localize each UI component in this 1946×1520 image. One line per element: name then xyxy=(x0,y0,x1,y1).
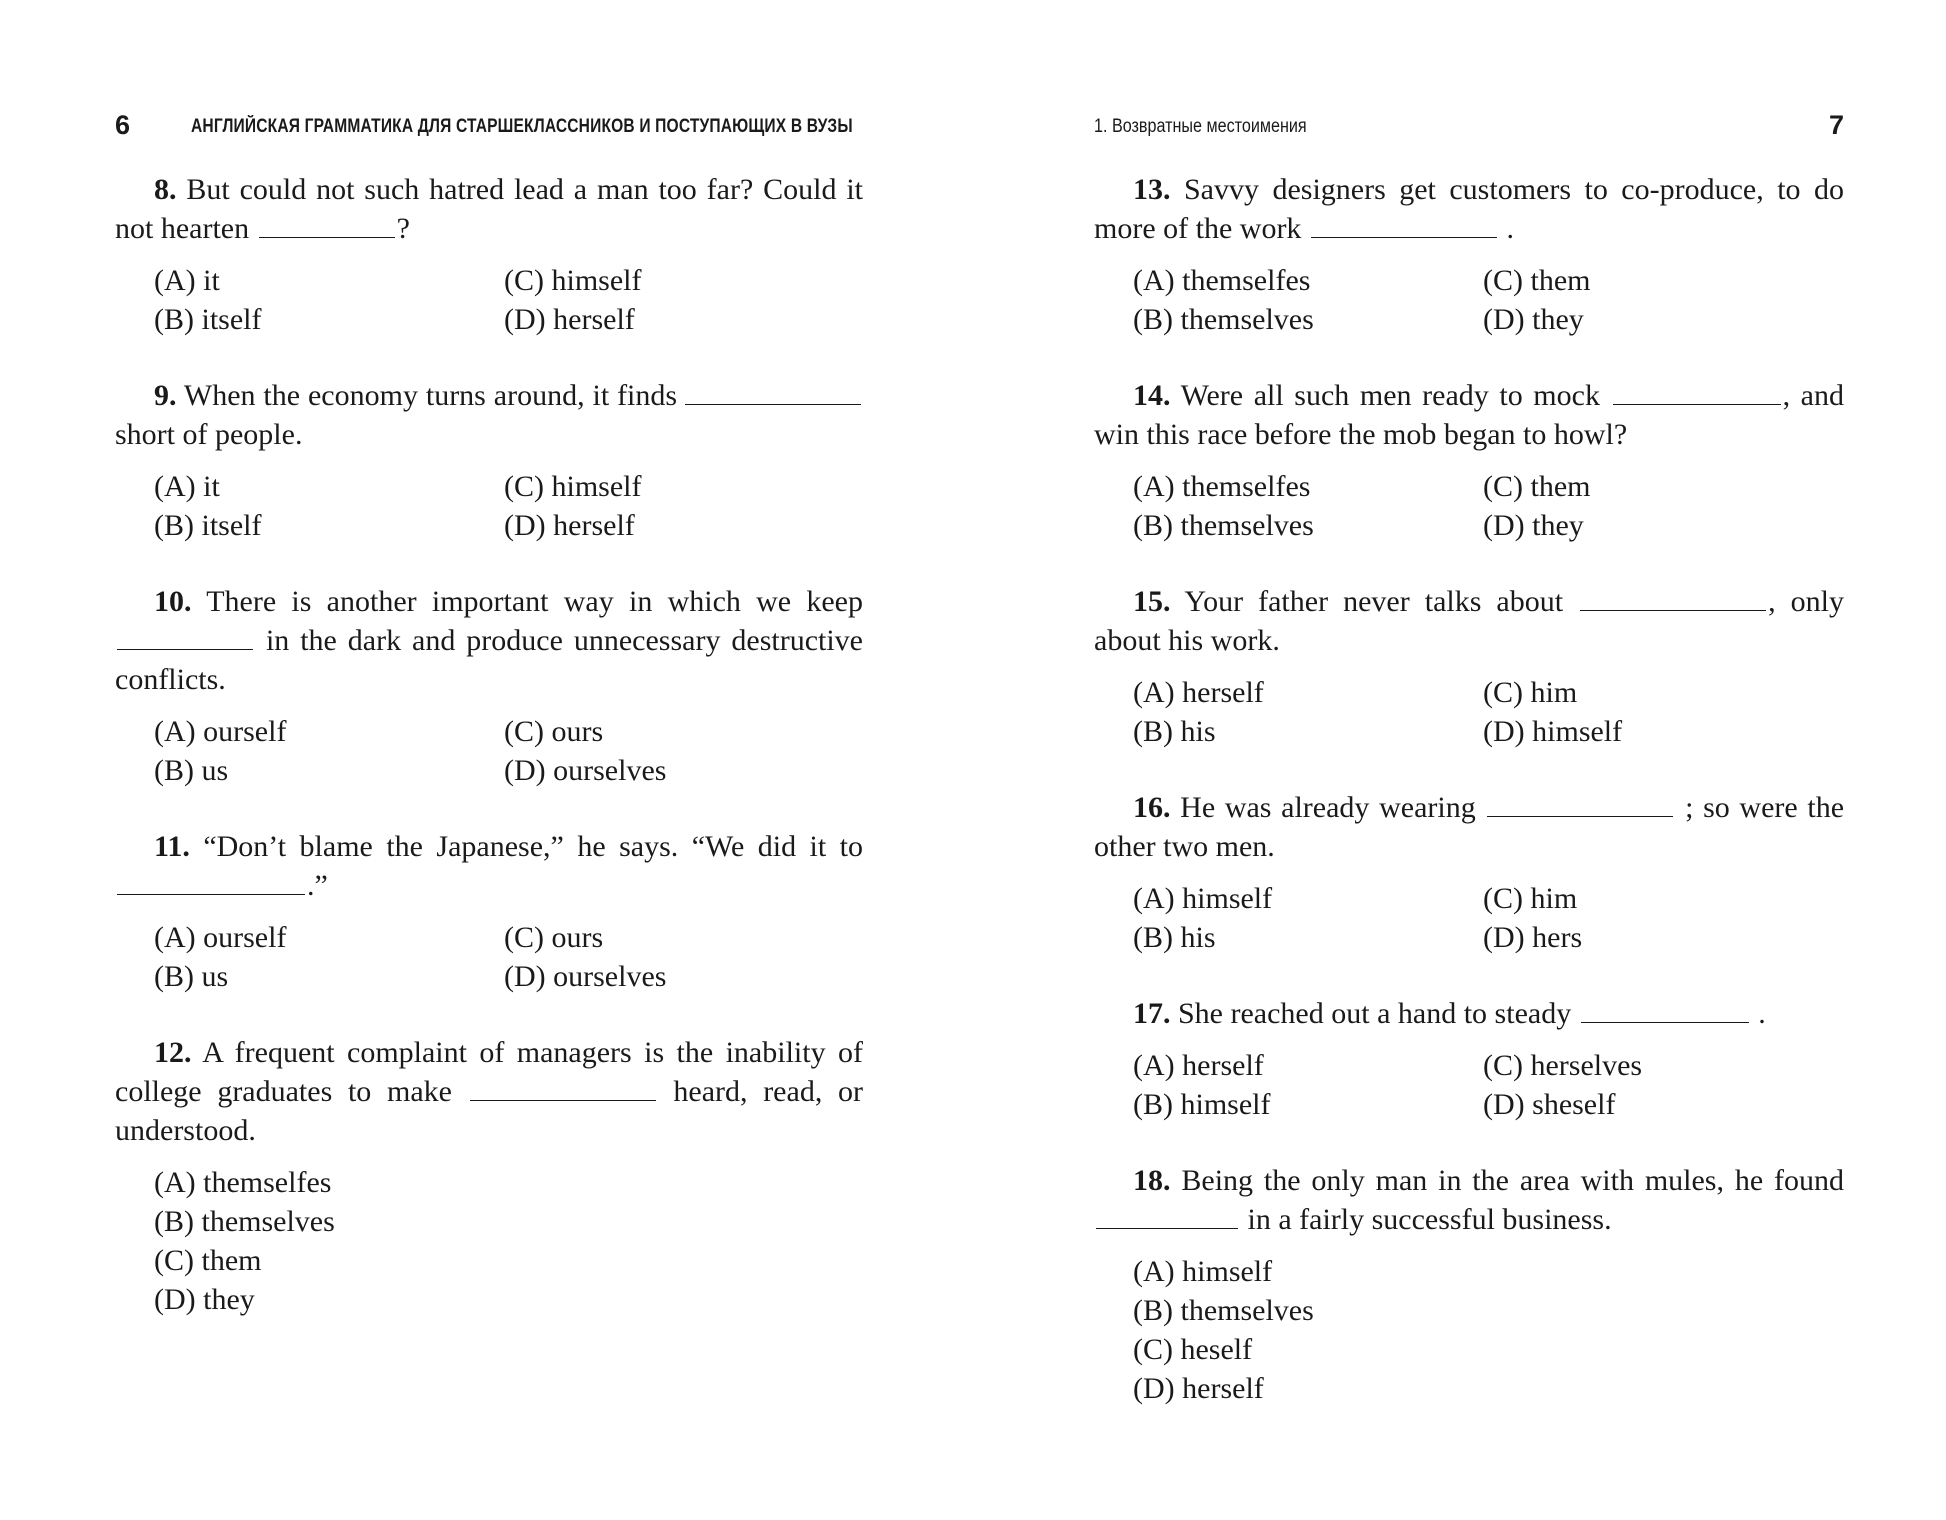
question-text-after: .” xyxy=(307,869,328,902)
answer-options xyxy=(1133,673,1844,751)
question-text-before: He was already wearing xyxy=(1180,791,1476,824)
answer-options xyxy=(154,261,863,339)
option-a[interactable]: (A) themselfes xyxy=(154,1166,332,1199)
option-b[interactable]: (B) themselves xyxy=(1133,509,1314,542)
answer-options xyxy=(1133,879,1844,957)
option-a[interactable]: (A) it xyxy=(154,470,220,503)
question-stem xyxy=(1094,376,1844,454)
option-c[interactable]: (C) him xyxy=(1483,676,1578,709)
page-number: 7 xyxy=(1828,110,1844,140)
question-stem xyxy=(115,376,863,454)
answer-blank[interactable] xyxy=(117,623,253,650)
answer-blank[interactable] xyxy=(1581,996,1749,1023)
question-text-before: But could not such hatred lead a man too far? Could it not hearten xyxy=(115,173,864,245)
option-d[interactable]: (D) sheself xyxy=(1483,1088,1616,1121)
option-a[interactable]: (A) themselfes xyxy=(1133,470,1311,503)
option-a[interactable]: (A) herself xyxy=(1133,676,1264,709)
option-b[interactable]: (B) us xyxy=(154,754,229,787)
question-stem xyxy=(115,827,863,905)
option-a[interactable]: (A) ourself xyxy=(154,921,287,954)
option-d[interactable]: (D) hers xyxy=(1483,921,1583,954)
question-number: 18. xyxy=(1133,1164,1171,1197)
question-stem xyxy=(115,582,863,699)
option-c[interactable]: (C) heself xyxy=(1133,1333,1253,1366)
answer-options xyxy=(1133,467,1844,545)
option-c[interactable]: (C) them xyxy=(1483,264,1591,297)
question-text-after: . xyxy=(1758,997,1766,1030)
question-number: 14. xyxy=(1133,379,1171,412)
question-stem xyxy=(115,1033,863,1150)
question-text-after: , only about his work. xyxy=(1094,585,1845,657)
option-b[interactable]: (B) his xyxy=(1133,921,1216,954)
option-d[interactable]: (D) himself xyxy=(1483,715,1623,748)
answer-options xyxy=(1133,1046,1844,1124)
option-b[interactable]: (B) themselves xyxy=(154,1205,335,1238)
answer-options xyxy=(1133,261,1844,339)
question-text-before: There is another important way in which we keep xyxy=(206,585,863,618)
answer-options xyxy=(154,918,863,996)
question-text-after: short of people. xyxy=(115,418,303,451)
option-d[interactable]: (D) they xyxy=(1483,509,1584,542)
option-c[interactable]: (C) himself xyxy=(504,470,642,503)
right-page xyxy=(1094,0,1844,1520)
question-8 xyxy=(115,170,863,339)
question-stem xyxy=(1094,994,1844,1033)
question-text-before: Being the only man in the area with mules, he found xyxy=(1181,1164,1845,1197)
question-10 xyxy=(115,582,863,790)
option-c[interactable]: (C) them xyxy=(154,1244,262,1277)
option-b[interactable]: (B) itself xyxy=(154,509,262,542)
option-a[interactable]: (A) themselfes xyxy=(1133,264,1311,297)
answer-blank[interactable] xyxy=(259,211,395,238)
right-content xyxy=(1094,170,1844,1445)
option-d[interactable]: (D) ourselves xyxy=(504,754,667,787)
left-running-head xyxy=(115,108,863,148)
option-c[interactable]: (C) them xyxy=(1483,470,1591,503)
question-number: 16. xyxy=(1133,791,1171,824)
question-number: 9. xyxy=(154,379,177,412)
left-content xyxy=(115,170,863,1356)
question-12 xyxy=(115,1033,863,1319)
question-text-before: When the economy turns around, it finds xyxy=(183,379,678,412)
option-a[interactable]: (A) ourself xyxy=(154,715,287,748)
option-b[interactable]: (B) us xyxy=(154,960,229,993)
answer-blank[interactable] xyxy=(1487,790,1673,817)
right-running-head xyxy=(1094,108,1844,148)
answer-blank[interactable] xyxy=(1580,584,1766,611)
answer-blank[interactable] xyxy=(1311,211,1497,238)
option-b[interactable]: (B) itself xyxy=(154,303,262,336)
question-18 xyxy=(1094,1161,1844,1408)
question-text-after: ; so were the other two men. xyxy=(1094,791,1845,863)
option-c[interactable]: (C) ours xyxy=(504,921,604,954)
question-stem xyxy=(115,170,863,248)
question-13 xyxy=(1094,170,1844,339)
question-number: 8. xyxy=(154,173,177,206)
option-a[interactable]: (A) it xyxy=(154,264,220,297)
question-14 xyxy=(1094,376,1844,545)
option-d[interactable]: (D) herself xyxy=(504,303,635,336)
option-b[interactable]: (B) themselves xyxy=(1133,303,1314,336)
question-stem xyxy=(1094,1161,1844,1239)
question-number: 13. xyxy=(1133,173,1171,206)
option-c[interactable]: (C) himself xyxy=(504,264,642,297)
answer-blank[interactable] xyxy=(117,868,305,895)
answer-options xyxy=(154,1163,863,1319)
question-stem xyxy=(1094,170,1844,248)
left-page xyxy=(115,0,863,1520)
question-number: 11. xyxy=(154,830,190,863)
question-17 xyxy=(1094,994,1844,1124)
answer-blank[interactable] xyxy=(470,1074,656,1101)
option-d[interactable]: (D) herself xyxy=(1133,1372,1264,1405)
answer-options xyxy=(154,467,863,545)
question-text-after: . xyxy=(1506,212,1514,245)
option-d[interactable]: (D) herself xyxy=(504,509,635,542)
question-text-before: Savvy designers get customers to co-produce, to do more of the work xyxy=(1094,173,1844,245)
question-stem xyxy=(1094,788,1844,866)
option-c[interactable]: (C) ours xyxy=(504,715,604,748)
option-c[interactable]: (C) him xyxy=(1483,882,1578,915)
question-11 xyxy=(115,827,863,996)
option-d[interactable]: (D) they xyxy=(154,1283,255,1316)
question-15 xyxy=(1094,582,1844,751)
question-number: 10. xyxy=(154,585,192,618)
option-d[interactable]: (D) they xyxy=(1483,303,1584,336)
answer-options xyxy=(154,712,863,790)
question-number: 12. xyxy=(154,1036,192,1069)
question-text-after: heard, read, or understood. xyxy=(115,1075,864,1147)
answer-blank[interactable] xyxy=(685,378,861,405)
question-text-after: in a fairly successful business. xyxy=(1247,1203,1612,1236)
question-text-before: Were all such men ready to mock xyxy=(1180,379,1600,412)
option-d[interactable]: (D) ourselves xyxy=(504,960,667,993)
book-title: АНГЛИЙСКАЯ ГРАММАТИКА ДЛЯ СТАРШЕКЛАССНИКОВ И ПОСТУПАЮЩИХ В ВУЗЫ xyxy=(191,116,853,137)
question-text-before: She reached out a hand to steady xyxy=(1178,997,1572,1030)
question-stem xyxy=(1094,582,1844,660)
option-b[interactable]: (B) his xyxy=(1133,715,1216,748)
question-number: 15. xyxy=(1133,585,1171,618)
option-b[interactable]: (B) themselves xyxy=(1133,1294,1314,1327)
option-a[interactable]: (A) himself xyxy=(1133,1255,1273,1288)
option-a[interactable]: (A) herself xyxy=(1133,1049,1264,1082)
answer-options xyxy=(1133,1252,1844,1408)
question-text-after: in the dark and produce unnecessary destructive conflicts. xyxy=(115,624,863,696)
answer-blank[interactable] xyxy=(1096,1202,1238,1229)
question-number: 17. xyxy=(1133,997,1171,1030)
answer-blank[interactable] xyxy=(1613,378,1781,405)
question-text-after: ? xyxy=(396,212,410,245)
option-c[interactable]: (C) herselves xyxy=(1483,1049,1643,1082)
option-a[interactable]: (A) himself xyxy=(1133,882,1273,915)
question-text-before: Your father never talks about xyxy=(1184,585,1564,618)
question-text-after: , and win this race before the mob began to howl? xyxy=(1094,379,1844,451)
chapter-title: 1. Возвратные местоимения xyxy=(1094,116,1307,137)
question-9 xyxy=(115,376,863,545)
option-b[interactable]: (B) himself xyxy=(1133,1088,1271,1121)
question-16 xyxy=(1094,788,1844,957)
question-text-before: “Don’t blame the Japanese,” he says. “We did it to xyxy=(203,830,863,863)
question-text-before: A frequent complaint of managers is the inability of college graduates to make xyxy=(115,1036,863,1108)
page-number: 6 xyxy=(115,110,131,140)
